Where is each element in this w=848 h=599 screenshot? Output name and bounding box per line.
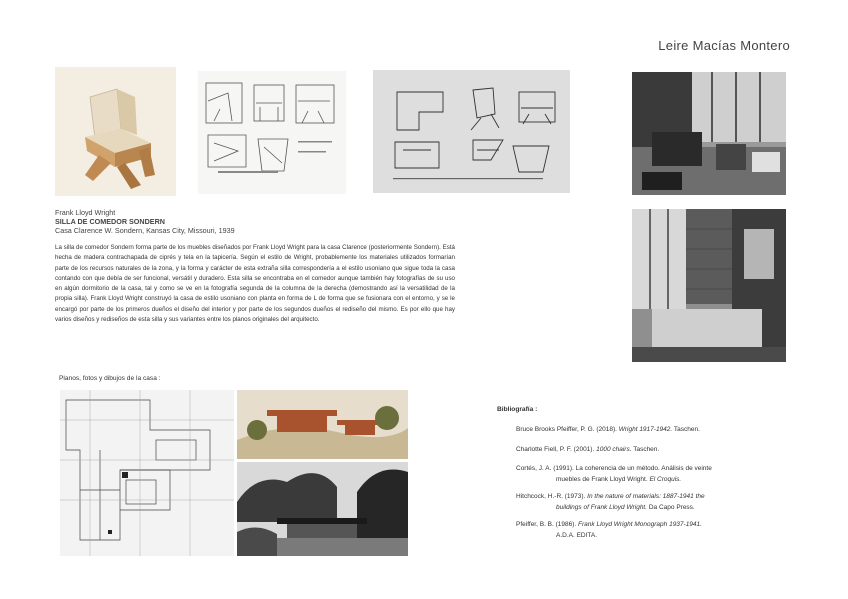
interior-photo-2 (632, 209, 786, 362)
reference-3: Cortés, J. A. (1991). La coherencia de un método. Análisis de veinte muebles de Frank Lloyd Wright. El Croquis. (516, 465, 712, 483)
chair-photo (55, 67, 176, 196)
reference-5: Pfeiffer, B. B. (1986). Frank Lloyd Wright Monograph 1937-1941. A.D.A. EDITA. (516, 521, 702, 539)
bibliography-title: Bibliografía : (497, 406, 538, 413)
chair-location: Casa Clarence W. Sondern, Kansas City, Missouri, 1939 (55, 226, 235, 235)
chair-sketches-1 (198, 71, 346, 194)
plans-label: Planos, fotos y dibujos de la casa : (59, 375, 161, 382)
house-drawing (237, 390, 408, 459)
reference-1: Bruce Brooks Pfeiffer, P. G. (2018). Wright 1917-1942. Taschen. (516, 426, 700, 433)
house-photo (237, 462, 408, 556)
house-plan (60, 390, 234, 556)
chair-sketches-2 (373, 70, 570, 193)
interior-photo-1 (632, 72, 786, 195)
chair-description: La silla de comedor Sondern forma parte de los muebles diseñados por Frank Lloyd Wright para la casa Clarence (posteriormente Sondern). Está hecha de madera contrachapada de ciprés y tela en la tapicería. Según el estilo de Wright, probablemente los materiales utilizados formarían parte de los recursos naturales de la zona, y la forma y carácter de esta extraña silla correspondería a el estilo usoniano que sigue toda la casa contando con que debía de ser funcional, versátil y duradero. Esta silla se encontraba en el comedor aunque también hay fotografías de su uso en algún dormitorio de la casa, tal y como se ve en la fotografía segunda de la columna de la derecha (demostrando así la versatilidad de la propia silla). Frank Lloyd Wright construyó la casa de estilo usoniano con planta en forma de L de forma que se fusionara con el entorno, y se le encargó por parte de los primeros dueños el diseño del interior y por parte de los segundos dueños el rediseño del mismo. Es por ello que hay varios diseños y rediseños de esta silla y sus variantes entre los planos originales del arquitecto. (55, 244, 455, 324)
reference-4: Hitchcock, H.-R. (1973). In the nature of materials: 1887-1941 the buildings of Frank Lloyd Wright. Da Capo Press. (516, 493, 705, 511)
designer-name: Frank Lloyd Wright (55, 208, 116, 217)
author-name: Leire Macías Montero (658, 38, 790, 53)
chair-title: SILLA DE COMEDOR SONDERN (55, 217, 165, 226)
chair-icon (55, 67, 176, 196)
chair-caption (55, 208, 375, 235)
reference-2: Charlotte Fiell, P. F. (2001). 1000 chairs. Taschen. (516, 446, 660, 453)
